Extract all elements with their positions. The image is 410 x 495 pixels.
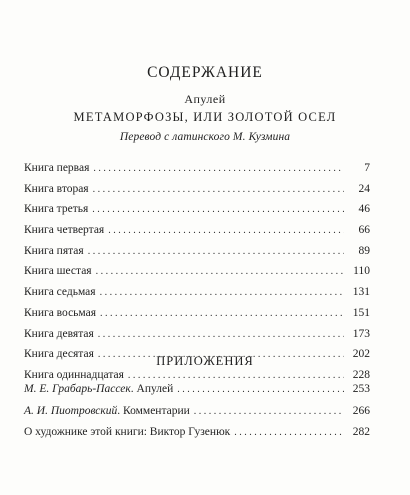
appendix-entry-text: О художнике этой книги: Виктор Гузенюк [24,426,231,438]
appendix-entry-label [24,379,173,401]
toc-entry-page: 228 [352,368,370,381]
dot-leader [96,262,344,283]
toc-entry-page: 24 [358,182,370,195]
appendix-entry-label [24,401,190,423]
toc-entry [24,179,370,200]
appendix-entry-page: 266 [352,404,370,417]
dot-leader [100,283,344,304]
toc-entry-page: 89 [358,244,370,257]
appendix-entry-page: 282 [352,426,370,438]
dot-leader [234,422,344,444]
dot-leader [98,325,344,346]
toc-entry-label: Книга пятая [24,244,84,257]
toc-entry [24,303,370,324]
toc-entry-page: 7 [364,162,370,174]
toc-entry-label: Книга одиннадцатая [24,368,124,381]
toc-entry-label: Книга первая [24,162,90,174]
toc-entry [24,261,370,282]
appendix-entry [24,422,370,444]
book-title: МЕТАМОРФОЗЫ, ИЛИ ЗОЛОТОЙ ОСЕЛ [73,110,337,124]
dot-leader [100,304,344,325]
dot-leader [93,159,344,180]
toc-entry [24,324,370,345]
toc-entry-label: Книга восьмая [24,306,97,319]
translation-note: Перевод с латинского М. Кузмина [119,131,291,143]
toc-entry-label: Книга шестая [24,265,92,278]
appendix-entry-text: . Апулей [130,383,174,395]
toc-entry-page: 131 [352,286,370,299]
toc-entry-label: Книга седьмая [24,286,96,299]
dot-leader [88,242,344,263]
toc-entry-label: Книга вторая [24,182,89,195]
toc-entry [24,158,370,179]
dot-leader [108,221,344,242]
main-contents-list [24,158,370,386]
dot-leader [92,200,344,221]
appendix-entry-label [24,422,230,444]
appendix-entry-author: А. И. Пиотровский [24,404,118,417]
appendix-entry [24,401,370,423]
toc-entry-page: 110 [353,265,370,278]
toc-title: СОДЕРЖАНИЕ [147,64,263,81]
appendix-entry-text: . Комментарии [117,404,190,417]
appendix-title: ПРИЛОЖЕНИЯ [156,354,254,368]
toc-entry-page: 173 [352,327,370,340]
toc-entry-page: 151 [352,306,370,319]
appendix-entry [24,379,370,401]
toc-entry-page: 202 [352,348,370,361]
appendix-entry-author: М. Е. Грабарь-Пассек [24,383,131,395]
toc-entry [24,282,370,303]
appendix-entry-page: 253 [352,383,370,395]
toc-entry-page: 46 [358,203,370,216]
dot-leader [93,180,344,201]
toc-entry [24,220,370,241]
toc-entry [24,241,370,262]
toc-entry-page: 66 [358,224,370,237]
author-name: Апулей [184,92,226,106]
appendix-contents-list [24,379,370,444]
toc-entry-label: Книга десятая [24,348,94,361]
toc-entry-label: Книга четвертая [24,224,105,237]
dot-leader [177,379,344,401]
dot-leader [194,401,344,423]
toc-entry-label: Книга девятая [24,327,94,340]
toc-entry-label: Книга третья [24,203,89,216]
toc-entry [24,199,370,220]
